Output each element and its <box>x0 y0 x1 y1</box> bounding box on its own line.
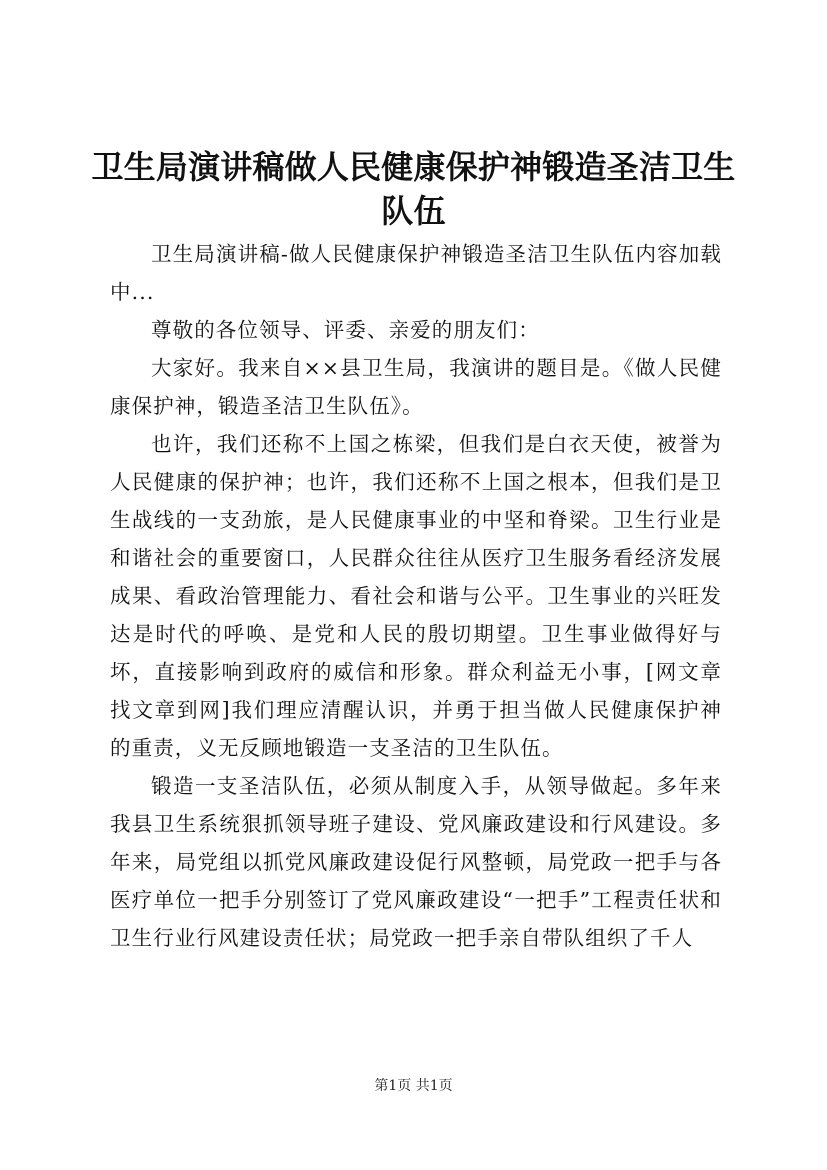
document-body <box>110 235 722 957</box>
page-footer: 第1页 共1页 <box>374 1078 453 1094</box>
paragraph-greeting: 大家好。我来自××县卫生局，我演讲的题目是。《做人民健康保护神，锻造圣洁卫生队伍》。 <box>110 356 722 418</box>
paragraph-main: 也许，我们还称不上国之栋梁，但我们是白衣天使，被誉为人民健康的保护神；也许，我们还称不上国之根本，但我们是卫生战线的一支劲旅，是人民健康事业的中坚和脊梁。卫生行业是和谐社会的重要窗口，人民群众往往从医疗卫生服务看经济发展成果、看政治管理能力、看社会和谐与公平。卫生事业的兴旺发达是时代的呼唤、是党和人民的殷切期望。卫生事业做得好与坏，直接影响到政府的威信和形象。群众利益无小事，[网文章找文章到网]我们理应清醒认识，并勇于担当做人民健康保护神的重责，义无反顾地锻造一支圣洁的卫生队伍。 <box>110 432 722 760</box>
document-title: 卫生局演讲稿做人民健康保护神锻造圣洁卫生队伍 <box>91 148 736 230</box>
paragraph-salutation: 尊敬的各位领导、评委、亲爱的朋友们： <box>151 318 540 342</box>
paragraph-intro: 卫生局演讲稿-做人民健康保护神锻造圣洁卫生队伍内容加载中... <box>110 242 722 304</box>
paragraph-discipline: 锻造一支圣洁队伍，必须从制度入手，从领导做起。多年来我县卫生系统狠抓领导班子建设、党风廉政建设和行风建设。多年来，局党组以抓党风廉政建设促行风整顿，局党政一把手与各医疗单位一把手分别签订了党风廉政建设“一把手”工程责任状和卫生行业行风建设责任状；局党政一把手亲自带队组织了千人 <box>110 774 722 950</box>
